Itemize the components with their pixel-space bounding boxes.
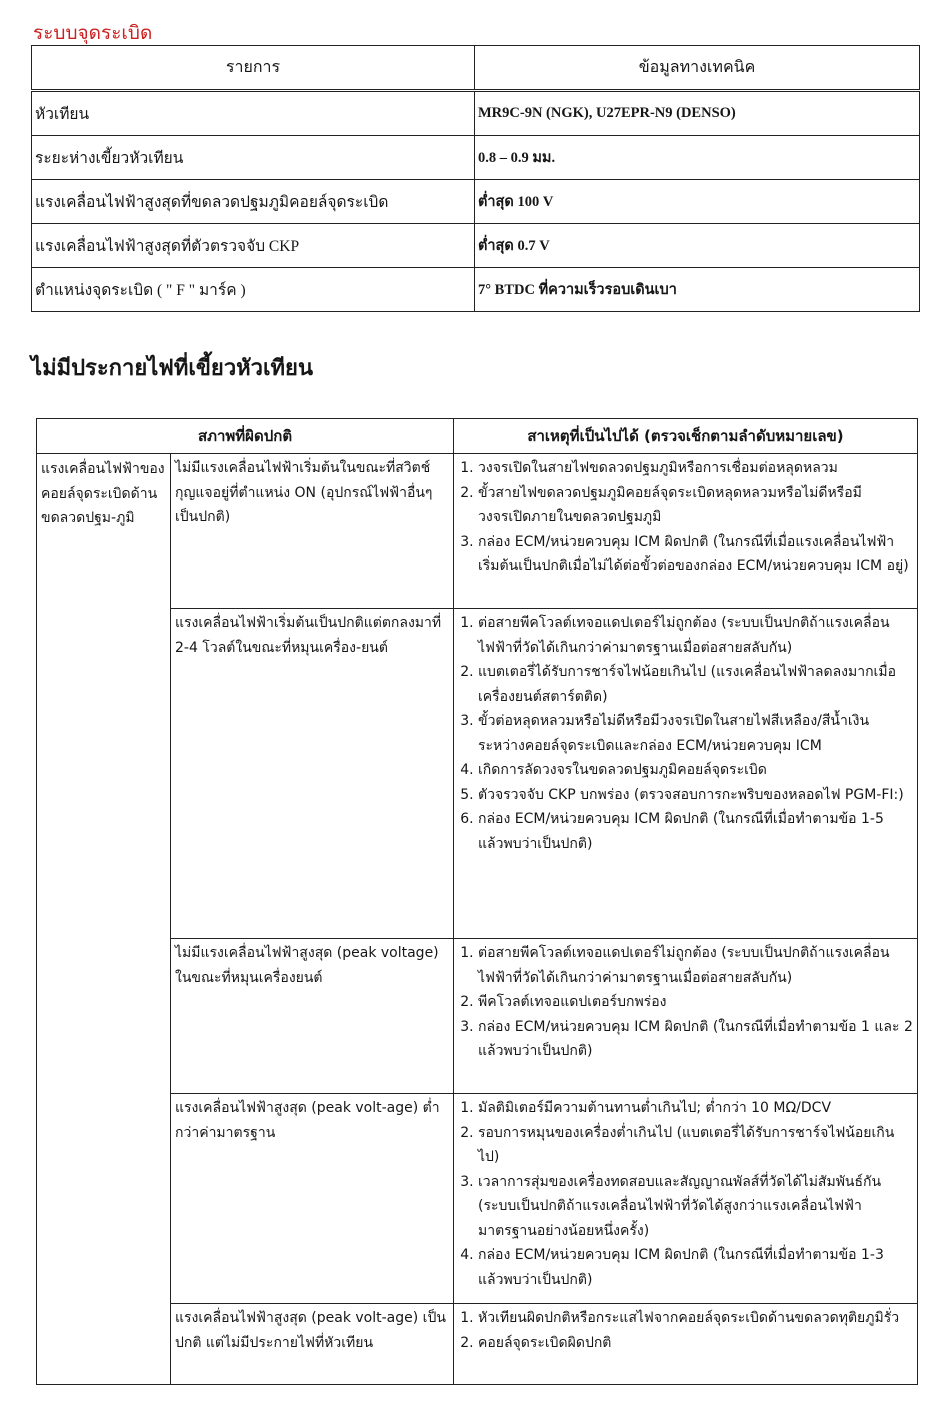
cause-item: 2. พีคโวลต์เทจอแดปเตอร์บกพร่อง	[478, 990, 913, 1015]
cause-item: 1. ต่อสายพีคโวลต์เทจอแดปเตอร์ไม่ถูกต้อง (ระบบเป็นปกติถ้าแรงเคลื่อนไฟฟ้าที่วัดได้เกินกว่าค่ามาตรฐานเมื่อต่อสายสลับกัน)	[478, 941, 913, 990]
spec-item: แรงเคลื่อนไฟฟ้าสูงสุดที่ตัวตรวจจับ CKP	[32, 224, 475, 268]
trouble-condition: ไม่มีแรงเคลื่อนไฟฟ้าสูงสุด (peak voltage) ในขณะที่หมุนเครื่องยนต์	[171, 939, 454, 1094]
cause-item: 5. ตัวจรวจจับ CKP บกพร่อง (ตรวจสอบการกะพริบของหลอดไฟ PGM-FI:)	[478, 783, 913, 808]
spec-item: แรงเคลื่อนไฟฟ้าสูงสุดที่ขดลวดปฐมภูมิคอยล์จุดระเบิด	[32, 180, 475, 224]
spec-value: 0.8 – 0.9 มม.	[475, 136, 920, 180]
trouble-causes	[454, 939, 918, 1094]
cause-item: 2. รอบการหมุนของเครื่องต่ำเกินไป (แบตเตอรี่ได้รับการชาร์จไฟน้อยเกินไป)	[478, 1121, 913, 1170]
cause-item: 3. เวลาการสุ่มของเครื่องทดสอบและสัญญาณพัลส์ที่วัดได้ไม่สัมพันธ์กัน (ระบบเป็นปกติถ้าแรงเคลื่อนไฟฟ้าที่วัดได้สูงกว่าแรงเคลื่อนไฟฟ้ามาตรฐานอย่างน้อยหนึ่งครั้ง)	[478, 1170, 913, 1244]
spec-value: ต่ำสุด 0.7 V	[475, 224, 920, 268]
cause-item: 2. คอยล์จุดระเบิดผิดปกติ	[478, 1331, 913, 1356]
spec-table	[31, 45, 920, 312]
trouble-condition: แรงเคลื่อนไฟฟ้าเริ่มต้นเป็นปกติแต่ตกลงมาที่ 2-4 โวลต์ในขณะที่หมุนเครื่อง-ยนต์	[171, 609, 454, 939]
trouble-causes	[454, 1094, 918, 1304]
trouble-causes	[454, 454, 918, 609]
spec-header-item: รายการ	[32, 46, 475, 91]
trouble-condition: แรงเคลื่อนไฟฟ้าสูงสุด (peak volt-age) เป็นปกติ แต่ไม่มีประกายไฟที่หัวเทียน	[171, 1304, 454, 1385]
cause-item: 2. แบตเตอรี่ได้รับการชาร์จไฟน้อยเกินไป (แรงเคลื่อนไฟฟ้าลดลงมากเมื่อเครื่องยนต์สตาร์ตติด)	[478, 660, 913, 709]
trouble-category: แรงเคลื่อนไฟฟ้าของคอยล์จุดระเบิดด้านขดลวดปฐม-ภูมิ	[37, 454, 171, 1385]
cause-item: 1. มัลติมิเตอร์มีความต้านทานต่ำเกินไป; ต่ำกว่า 10 MΩ/DCV	[478, 1096, 913, 1121]
spec-value: ต่ำสุด 100 V	[475, 180, 920, 224]
spec-row	[32, 91, 920, 136]
subheading: ไม่มีประกายไฟที่เขี้ยวหัวเทียน	[31, 355, 313, 380]
section-title: ระบบจุดระเบิด	[33, 23, 153, 44]
troubleshooting-table	[36, 418, 918, 1385]
trouble-condition: แรงเคลื่อนไฟฟ้าสูงสุด (peak volt-age) ต่ำกว่าค่ามาตรฐาน	[171, 1094, 454, 1304]
cause-item: 4. กล่อง ECM/หน่วยควบคุม ICM ผิดปกติ (ในกรณีที่เมื่อทำตามข้อ 1-3 แล้วพบว่าเป็นปกติ)	[478, 1243, 913, 1292]
trouble-causes	[454, 1304, 918, 1385]
spec-row	[32, 224, 920, 268]
cause-item: 4. เกิดการลัดวงจรในขดลวดปฐมภูมิคอยล์จุดระเบิด	[478, 758, 913, 783]
trouble-causes	[454, 609, 918, 939]
spec-item: ตำแหน่งจุดระเบิด ( " F " มาร์ค )	[32, 268, 475, 312]
trouble-header-row	[37, 419, 918, 454]
cause-item: 3. ขั้วต่อหลุดหลวมหรือไม่ดีหรือมีวงจรเปิดในสายไฟสีเหลือง/สีน้ำเงินระหว่างคอยล์จุดระเบิดและกล่อง ECM/หน่วยควบคุม ICM	[478, 709, 913, 758]
cause-item: 3. กล่อง ECM/หน่วยควบคุม ICM ผิดปกติ (ในกรณีที่เมื่อแรงเคลื่อนไฟฟ้าเริ่มต้นเป็นปกติเมื่อไม่ได้ต่อขั้วต่อของกล่อง ECM/หน่วยควบคุม ICM อยู่)	[478, 530, 913, 579]
spec-row	[32, 180, 920, 224]
spec-header-value: ข้อมูลทางเทคนิค	[475, 46, 920, 91]
cause-item: 3. กล่อง ECM/หน่วยควบคุม ICM ผิดปกติ (ในกรณีที่เมื่อทำตามข้อ 1 และ 2 แล้วพบว่าเป็นปกติ)	[478, 1015, 913, 1064]
spec-item: หัวเทียน	[32, 91, 475, 136]
trouble-header-causes: สาเหตุที่เป็นไปได้ (ตรวจเช็กตามลำดับหมายเลข)	[454, 419, 918, 454]
trouble-row	[37, 454, 918, 609]
cause-item: 1. วงจรเปิดในสายไฟขดลวดปฐมภูมิหรือการเชื่อมต่อหลุดหลวม	[478, 456, 913, 481]
spec-value: MR9C-9N (NGK), U27EPR-N9 (DENSO)	[475, 91, 920, 136]
spec-table-header-row	[32, 46, 920, 91]
cause-item: 2. ขั้วสายไฟขดลวดปฐมภูมิคอยล์จุดระเบิดหลุดหลวมหรือไม่ดีหรือมีวงจรเปิดภายในขดลวดปฐมภูมิ	[478, 481, 913, 530]
trouble-condition: ไม่มีแรงเคลื่อนไฟฟ้าเริ่มต้นในขณะที่สวิตช์กุญแจอยู่ที่ตำแหน่ง ON (อุปกรณ์ไฟฟ้าอื่นๆ เป็นปกติ)	[171, 454, 454, 609]
spec-row	[32, 268, 920, 312]
spec-item: ระยะห่างเขี้ยวหัวเทียน	[32, 136, 475, 180]
spec-value: 7° BTDC ที่ความเร็วรอบเดินเบา	[475, 268, 920, 312]
cause-item: 1. ต่อสายพีคโวลต์เทจอแดปเตอร์ไม่ถูกต้อง (ระบบเป็นปกติถ้าแรงเคลื่อนไฟฟ้าที่วัดได้เกินกว่าค่ามาตรฐานเมื่อต่อสายสลับกัน)	[478, 611, 913, 660]
cause-item: 6. กล่อง ECM/หน่วยควบคุม ICM ผิดปกติ (ในกรณีที่เมื่อทำตามข้อ 1-5 แล้วพบว่าเป็นปกติ)	[478, 807, 913, 856]
trouble-header-condition: สภาพที่ผิดปกติ	[37, 419, 454, 454]
spec-row	[32, 136, 920, 180]
cause-item: 1. หัวเทียนผิดปกติหรือกระแสไฟจากคอยล์จุดระเบิดด้านขดลวดทุติยภูมิรั่ว	[478, 1306, 913, 1331]
